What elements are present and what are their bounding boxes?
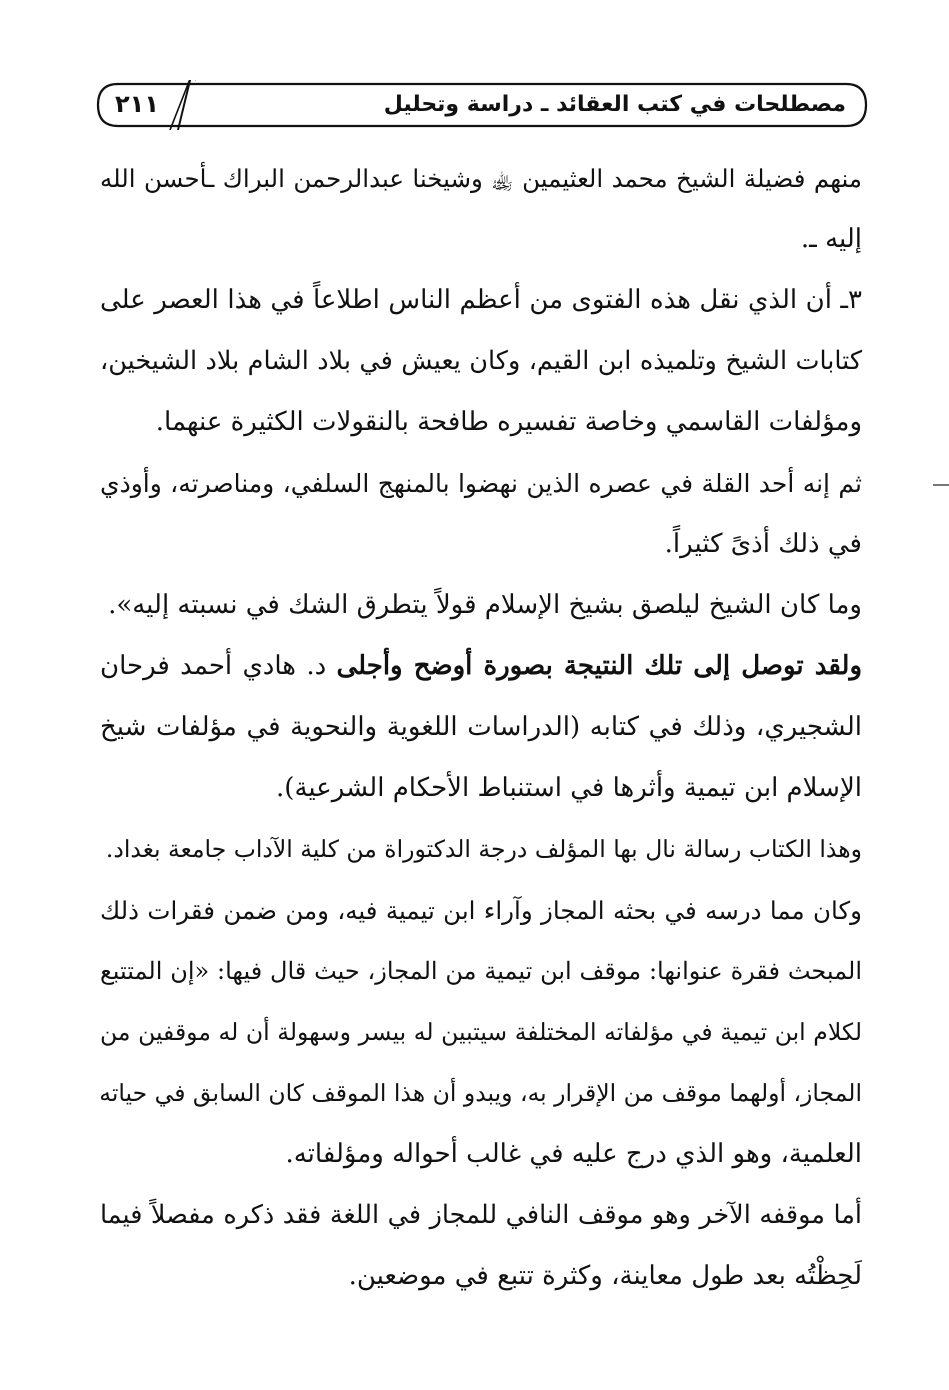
- text-line: في ذلك أذىً كثيراً.: [664, 529, 862, 559]
- page-number: ٢١١: [115, 90, 159, 118]
- text-line: أما موقفه الآخر وهو موقف النافي للمجاز في اللغة فقد ذكره مفصلاً فيما: [100, 1200, 862, 1230]
- text-line: ولقد توصل إلى تلك النتيجة بصورة أوضح وأجلى د. هادي أحمد فرحان: [100, 651, 862, 681]
- header-title: مصطلحات في كتب العقائد ـ دراسة وتحليل: [383, 92, 846, 117]
- bold-phrase: ولقد توصل إلى تلك النتيجة بصورة أوضح وأجلى: [336, 651, 862, 681]
- text-line: ٣ـ أن الذي نقل هذه الفتوى من أعظم الناس اطلاعاً في هذا العصر على: [100, 285, 862, 315]
- text-line: ثم إنه أحد القلة في عصره الذين نهضوا بالمنهج السلفي، ومناصرته، وأوذي: [100, 469, 862, 498]
- text-line: المبحث فقرة عنوانها: موقف ابن تيمية من المجاز، حيث قال فيها: «إن المتتبع: [100, 957, 862, 985]
- margin-mark: [933, 484, 949, 486]
- text-line: لكلام ابن تيمية في مؤلفاته المختلفة سيتبين له بيسر وسهولة أن له موقفين من: [100, 1018, 862, 1046]
- text-line: كتابات الشيخ وتلميذه ابن القيم، وكان يعيش في بلاد الشام بلاد الشيخين،: [100, 346, 862, 376]
- text-line: وهذا الكتاب رسالة نال بها المؤلف درجة الدكتوراة من كلية الآداب جامعة بغداد.: [105, 835, 862, 863]
- text-line: منهم فضيلة الشيخ محمد العثيمين ﵀ وشيخنا عبدالرحمن البراك ـأحسن الله: [100, 164, 862, 193]
- text-line: وكان مما درسه في بحثه المجاز وآراء ابن تيمية فيه، ومن ضمن فقرات ذلك: [100, 896, 862, 925]
- text-line: وما كان الشيخ ليلصق بشيخ الإسلام قولاً يتطرق الشك في نسبته إليه».: [108, 590, 862, 620]
- running-header: [96, 80, 868, 130]
- text-line: العلمية، وهو الذي درج عليه في غالب أحواله ومؤلفاته.: [285, 1139, 862, 1169]
- text-line: الإسلام ابن تيمية وأثرها في استنباط الأحكام الشرعية).: [276, 773, 862, 803]
- text-line: ومؤلفات القاسمي وخاصة تفسيره طافحة بالنقولات الكثيرة عنهما.: [155, 407, 862, 437]
- text-line: لَحِظْتُه بعد طول معاينة، وكثرة تتبع في موضعين.: [348, 1261, 862, 1291]
- text-line: الشجيري، وذلك في كتابه (الدراسات اللغوية والنحوية في مؤلفات شيخ: [100, 712, 862, 742]
- body-text: [100, 148, 862, 1307]
- text-line: إليه ـ.: [800, 224, 862, 254]
- text-line: المجاز، أولهما موقف من الإقرار به، ويبدو أن هذا الموقف كان السابق في حياته: [99, 1079, 862, 1107]
